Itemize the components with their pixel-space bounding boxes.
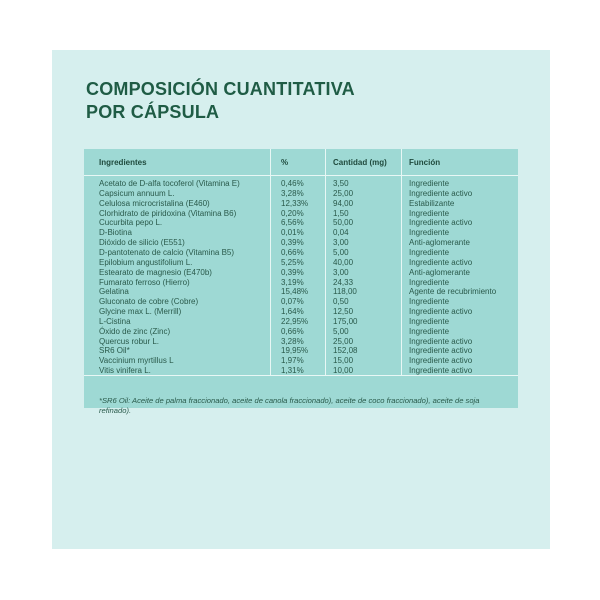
table-row [84, 209, 518, 219]
quantity-cell: 15,00 [333, 356, 354, 366]
function-cell: Agente de recubrimiento [409, 287, 497, 297]
ingredient-cell: D-Biotina [99, 228, 132, 238]
header-function: Función [409, 158, 441, 167]
function-cell: Anti-aglomerante [409, 267, 470, 277]
ingredient-cell: Gelatina [99, 287, 129, 297]
ingredient-cell: D-pantotenato de calcio (Vitamina B5) [99, 247, 235, 257]
quantity-cell: 5,00 [333, 326, 349, 336]
ingredient-cell: L-Cistina [99, 316, 131, 326]
ingredient-cell: Vaccinium myrtillus L [99, 356, 174, 366]
percent-cell: 5,25% [281, 257, 304, 267]
quantity-cell: 3,00 [333, 267, 349, 277]
percent-cell: 3,28% [281, 188, 304, 198]
function-cell: Ingrediente activo [409, 346, 473, 356]
quantity-cell: 40,00 [333, 257, 354, 267]
percent-cell: 0,66% [281, 247, 304, 257]
quantity-cell: 25,00 [333, 336, 354, 346]
header-ingredients: Ingredientes [99, 158, 147, 167]
function-cell: Ingrediente [409, 316, 450, 326]
table-row [84, 248, 518, 258]
percent-cell: 1,31% [281, 366, 304, 376]
quantity-cell: 5,00 [333, 247, 349, 257]
table-row [84, 238, 518, 248]
ingredient-cell: Fumarato ferroso (Hierro) [99, 277, 190, 287]
ingredient-cell: Capsicum annuum L. [99, 188, 175, 198]
table-row [84, 346, 518, 356]
ingredient-cell: SR6 Oil* [99, 346, 130, 356]
percent-cell: 0,46% [281, 179, 304, 188]
table-row [84, 307, 518, 317]
footnote: *SR6 Oil: Aceite de palma fraccionado, aceite de canola fraccionado), aceite de coco fraccionado), aceite de soja refinado). [99, 395, 480, 415]
percent-cell: 22,95% [281, 316, 309, 326]
footnote-divider [84, 375, 518, 376]
table-row [84, 189, 518, 199]
table-row [84, 327, 518, 337]
table-row [84, 337, 518, 347]
percent-cell: 1,64% [281, 307, 304, 317]
quantity-cell: 12,50 [333, 307, 354, 317]
function-cell: Ingrediente activo [409, 218, 473, 228]
table-row [84, 199, 518, 209]
ingredient-cell: Dióxido de silicio (E551) [99, 238, 185, 248]
percent-cell: 0,66% [281, 326, 304, 336]
function-cell: Ingrediente activo [409, 188, 473, 198]
percent-cell: 6,56% [281, 218, 304, 228]
ingredient-cell: Quercus robur L. [99, 336, 160, 346]
function-cell: Ingrediente activo [409, 356, 473, 366]
function-cell: Anti-aglomerante [409, 238, 470, 248]
percent-cell: 0,39% [281, 267, 304, 277]
function-cell: Ingrediente [409, 179, 450, 188]
composition-table [84, 149, 518, 415]
function-cell: Ingrediente activo [409, 307, 473, 317]
quantity-cell: 152,08 [333, 346, 358, 356]
table-row [84, 258, 518, 268]
function-cell: Ingrediente [409, 247, 450, 257]
header-percent: % [281, 158, 289, 167]
quantity-cell: 50,00 [333, 218, 354, 228]
quantity-cell: 1,50 [333, 208, 349, 218]
quantity-cell: 3,00 [333, 238, 349, 248]
quantity-cell: 3,50 [333, 179, 349, 188]
quantity-cell: 0,50 [333, 297, 349, 307]
table-row [84, 218, 518, 228]
function-cell: Ingrediente [409, 228, 450, 238]
function-cell: Ingrediente activo [409, 366, 473, 376]
function-cell: Ingrediente activo [409, 336, 473, 346]
percent-cell: 19,95% [281, 346, 309, 356]
header-quantity: Cantidad (mg) [333, 158, 387, 167]
quantity-cell: 10,00 [333, 366, 354, 376]
ingredient-cell: Vitis vinifera L. [99, 366, 151, 376]
percent-cell: 1,97% [281, 356, 304, 366]
function-cell: Ingrediente [409, 326, 450, 336]
quantity-cell: 0,04 [333, 228, 349, 238]
function-cell: Ingrediente [409, 208, 450, 218]
ingredient-cell: Estearato de magnesio (E470b) [99, 267, 212, 277]
table-row [84, 278, 518, 288]
title-line-2: POR CÁPSULA [86, 102, 220, 122]
page-title [86, 78, 355, 124]
function-cell: Ingrediente [409, 277, 450, 287]
percent-cell: 0,07% [281, 297, 304, 307]
ingredient-cell: Glycine max L. (Merrill) [99, 307, 182, 317]
ingredient-cell: Epilobium angustifolium L. [99, 257, 193, 267]
ingredient-cell: Óxido de zinc (Zinc) [99, 326, 171, 336]
ingredient-cell: Celulosa microcristalina (E460) [99, 198, 210, 208]
quantity-cell: 175,00 [333, 316, 358, 326]
function-cell: Estabilizante [409, 198, 455, 208]
percent-cell: 0,39% [281, 238, 304, 248]
ingredient-cell: Gluconato de cobre (Cobre) [99, 297, 199, 307]
table-header [84, 149, 518, 176]
function-cell: Ingrediente [409, 297, 450, 307]
table-row [84, 228, 518, 238]
ingredient-cell: Acetato de D-alfa tocoferol (Vitamina E) [99, 179, 240, 188]
quantity-cell: 94,00 [333, 198, 354, 208]
quantity-cell: 25,00 [333, 188, 354, 198]
table-row [84, 287, 518, 297]
quantity-cell: 118,00 [333, 287, 357, 297]
table-row [84, 356, 518, 366]
percent-cell: 0,01% [281, 228, 304, 238]
table-row [84, 297, 518, 307]
percent-cell: 15,48% [281, 287, 309, 297]
percent-cell: 3,28% [281, 336, 304, 346]
percent-cell: 0,20% [281, 208, 304, 218]
percent-cell: 3,19% [281, 277, 304, 287]
composition-panel [52, 50, 550, 549]
percent-cell: 12,33% [281, 198, 309, 208]
table-row [84, 268, 518, 278]
function-cell: Ingrediente activo [409, 257, 473, 267]
ingredient-cell: Cucurbita pepo L. [99, 218, 163, 228]
ingredient-cell: Clorhidrato de piridoxina (Vitamina B6) [99, 208, 237, 218]
title-line-1: COMPOSICIÓN CUANTITATIVA [86, 79, 355, 99]
table-row [84, 317, 518, 327]
quantity-cell: 24,33 [333, 277, 354, 287]
table-row [84, 179, 518, 189]
